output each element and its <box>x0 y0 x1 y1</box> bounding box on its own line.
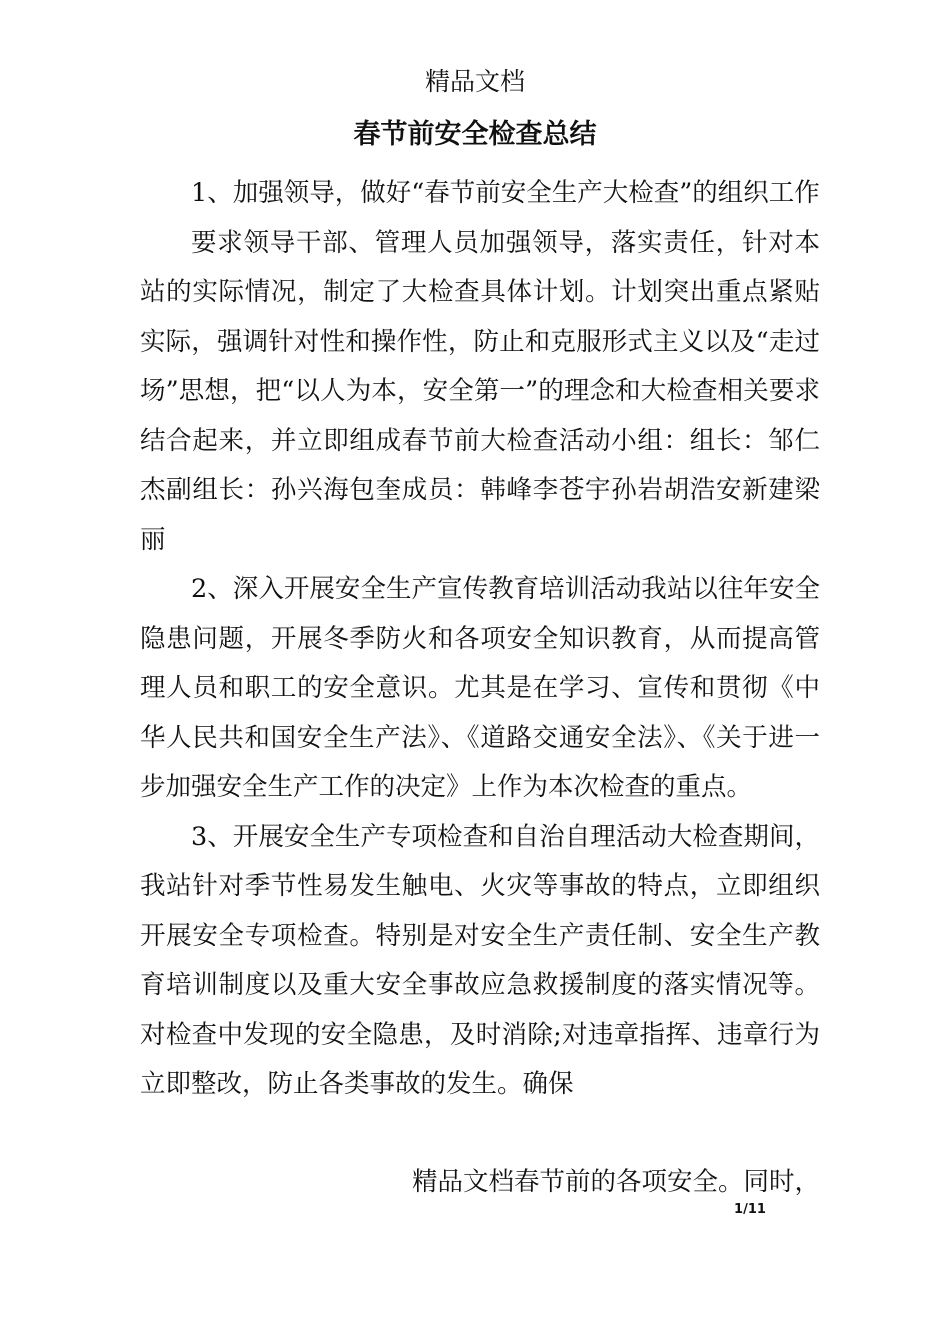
continuation-line: 精品文档春节前的各项安全。同时， <box>411 1167 820 1197</box>
document-title: 春节前安全检查总结 <box>353 119 597 150</box>
document-body <box>140 169 820 1110</box>
page-header: 精品文档 <box>424 67 525 96</box>
paragraph-1: 1、加强领导，做好“春节前安全生产大检查”的组织工作 <box>191 178 820 208</box>
page-number: 1/11 <box>734 1202 766 1217</box>
paragraph-3: 2、深入开展安全生产宣传教育培训活动我站以往年安全隐患问题，开展冬季防火和各项安全知识教育，从而提高管理人员和职工的安全意识。尤其是在学习、宣传和贯彻《中华人民共和国安全生产法》、《道路交通安全法》、《关于进一步加强安全生产工作的决定》上作为本次检查的重点。 <box>140 574 820 802</box>
paragraph-2: 要求领导干部、管理人员加强领导，落实责任，针对本站的实际情况，制定了大检查具体计划。计划突出重点紧贴实际，强调针对性和操作性，防止和克服形式主义以及“走过场”思想，把“以人为本，安全第一”的理念和大检查相关要求结合起来，并立即组成春节前大检查活动小组：组长：邹仁杰副组长：孙兴海包奎成员：韩峰李苍宇孙岩胡浩安新建梁丽 <box>140 227 820 555</box>
paragraph-4: 3、开展安全生产专项检查和自治自理活动大检查期间，我站针对季节性易发生触电、火灾等事故的特点，立即组织开展安全专项检查。特别是对安全生产责任制、安全生产教育培训制度以及重大安全事故应急救援制度的落实情况等。对检查中发现的安全隐患，及时消除;对违章指挥、违章行为立即整改，防止各类事故的发生。确保 <box>140 821 820 1099</box>
